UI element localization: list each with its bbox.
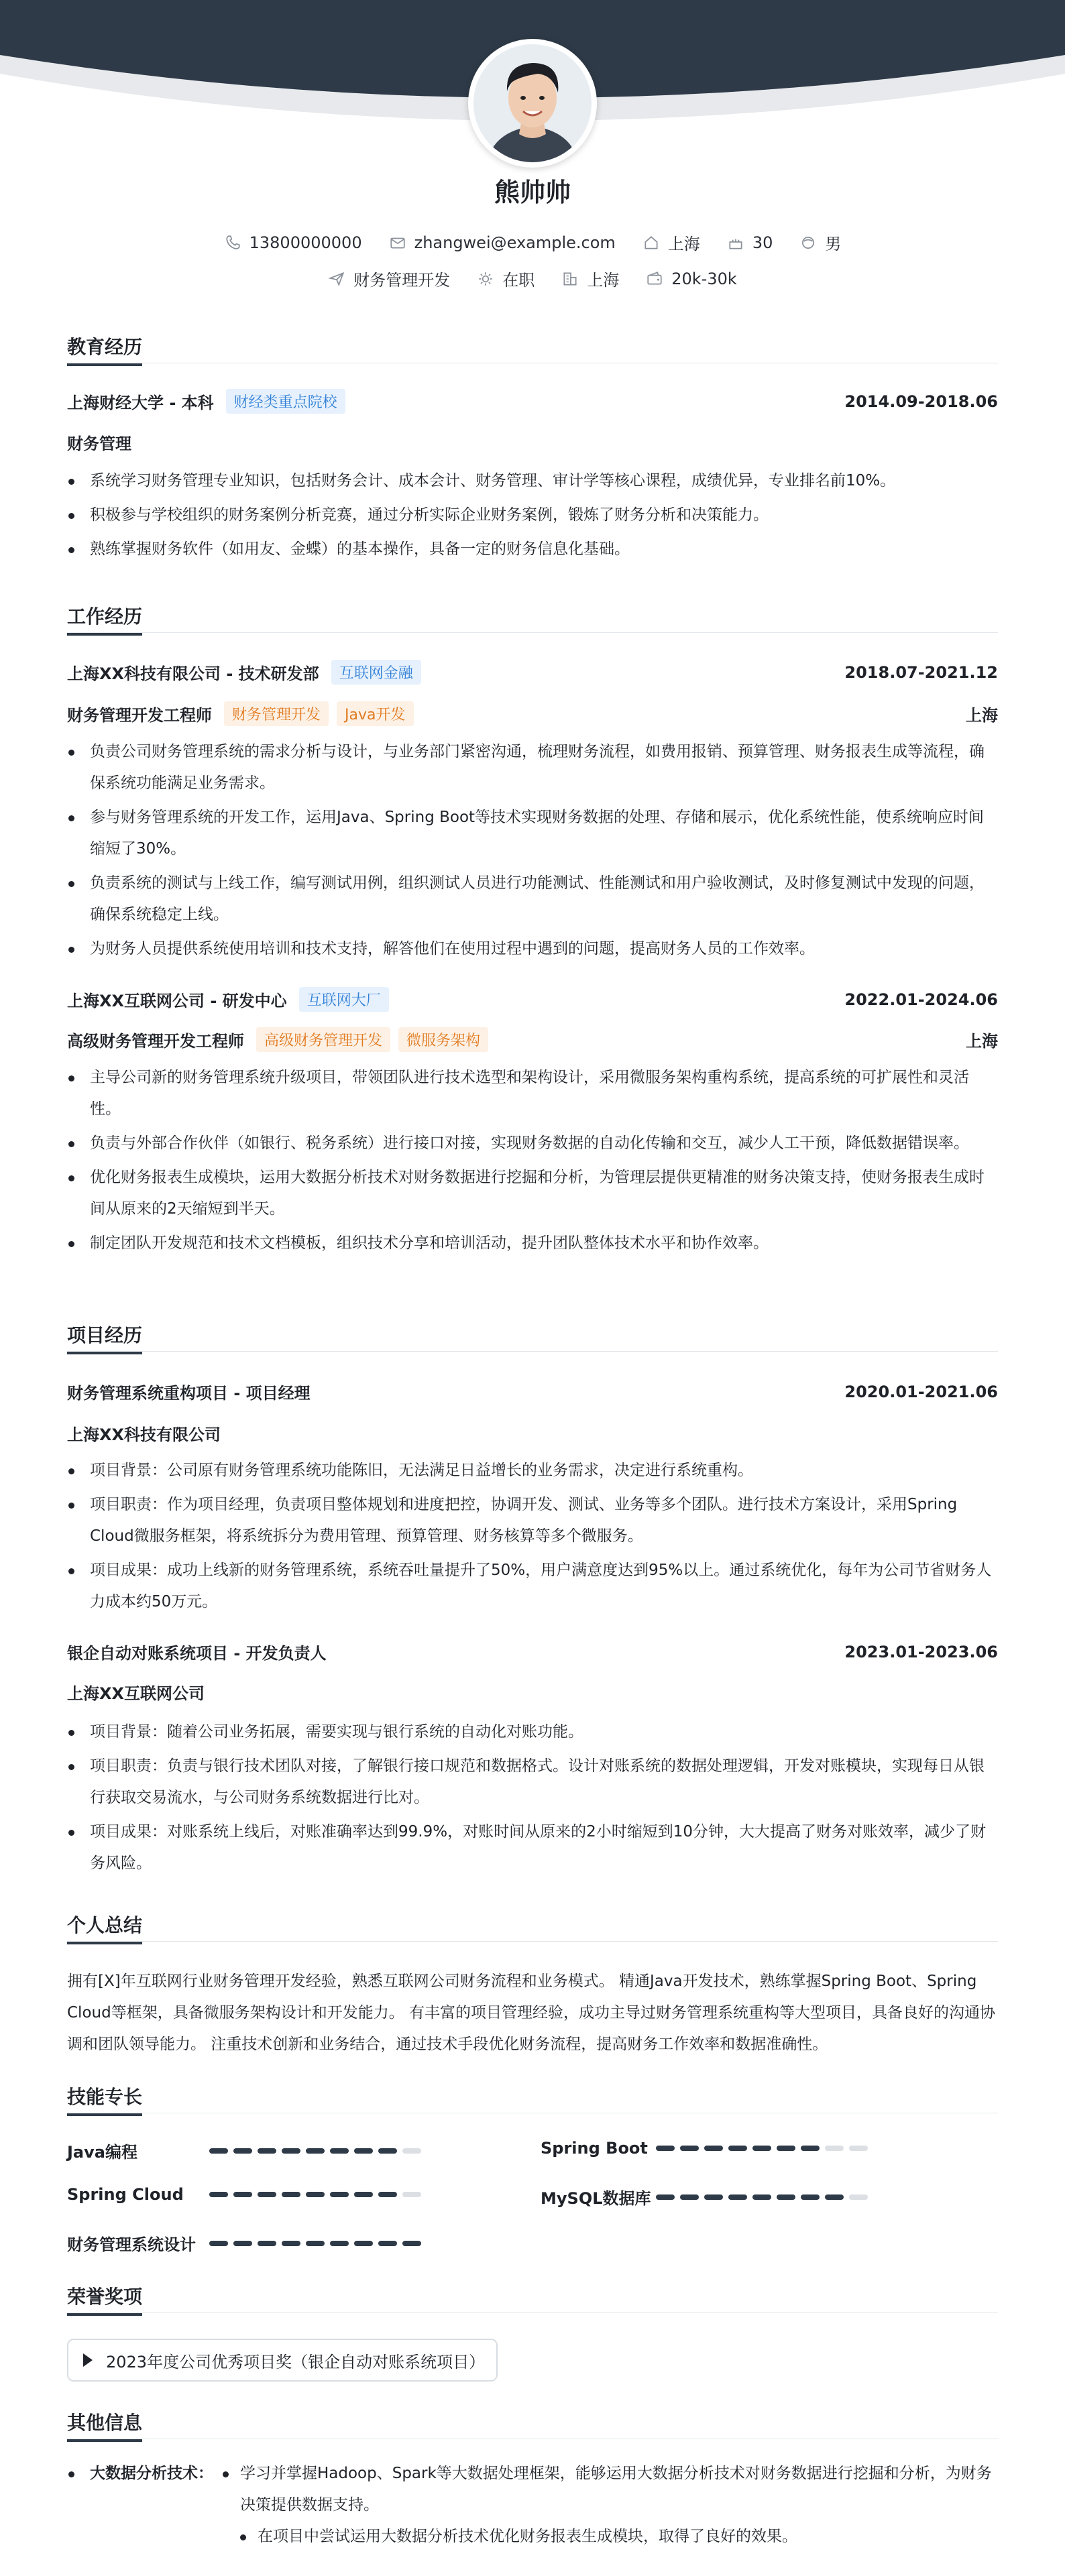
project-period: 2023.01-2023.06 [844, 1642, 998, 1661]
skill-bar-filled [233, 2241, 252, 2246]
work-period: 2022.01-2024.06 [844, 990, 998, 1009]
skill-bar-filled [209, 2192, 228, 2197]
list-item: 为财务人员提供系统使用培训和技术支持，解答他们在使用过程中遇到的问题，提高财务人员的工作效率。 [67, 933, 998, 965]
salary-item [646, 270, 737, 288]
list-item: 项目职责：作为项目经理，负责项目整体规划和进度把控，协调开发、测试、业务等多个团队。进行技术方案设计，采用Spring Cloud微服务框架，将系统拆分为费用管理、预算管理、财务核算等多个微服务。 [67, 1489, 998, 1552]
skill-bar-filled [258, 2192, 276, 2197]
skill-bar-filled [656, 2146, 675, 2151]
project-bullets-2 [67, 1716, 998, 1882]
other-info-item [67, 2458, 998, 2553]
section-title-work: 工作经历 [67, 602, 142, 629]
skill-bar-filled [354, 2148, 373, 2154]
skill-bar-filled [777, 2194, 795, 2200]
section-divider [67, 1941, 998, 1942]
skill-bar-filled [378, 2148, 397, 2154]
skill-bar-filled [306, 2192, 325, 2197]
award-item[interactable] [67, 2339, 498, 2382]
company-name: 上海XX科技有限公司 - 技术研发部 [67, 664, 319, 683]
skill-name: MySQL数据库 [541, 2189, 651, 2208]
skill-bar-empty [825, 2146, 844, 2151]
skill-bar-filled [801, 2194, 820, 2200]
skill-bar-filled [378, 2192, 397, 2197]
skill-bar-filled [330, 2148, 349, 2154]
skill-level [209, 2148, 427, 2154]
school-name: 上海财经大学 - 本科 [67, 394, 214, 412]
section-divider [67, 632, 998, 633]
skill-bar-filled [330, 2192, 349, 2197]
role-text: 财务管理开发 [353, 271, 451, 290]
gender-icon [799, 234, 817, 251]
project-period: 2020.01-2021.06 [844, 1382, 998, 1401]
other-info-list [67, 2458, 998, 2553]
skill-bar-filled [306, 2148, 325, 2154]
phone-icon [224, 234, 241, 251]
list-item: 熟练掌握财务软件（如用友、金蝶）的基本操作，具备一定的财务信息化基础。 [67, 534, 998, 565]
skill-bar-filled [402, 2241, 421, 2246]
section-title-skills: 技能专长 [67, 2083, 142, 2109]
city-text: 上海 [587, 271, 620, 290]
project-title: 银企自动对账系统项目 - 开发负责人 [67, 1644, 327, 1663]
section-title-awards: 荣誉奖项 [67, 2282, 142, 2309]
contact-row [0, 231, 1065, 254]
award-text: 2023年度公司优秀项目奖（银企自动对账系统项目） [106, 2352, 486, 2372]
skill-bar-filled [209, 2241, 228, 2246]
list-item: 项目成果：对账系统上线后，对账准确率达到99.9%，对账时间从原来的2小时缩短到10分钟，大大提高了财务对账效率，减少了财务风险。 [67, 1816, 998, 1879]
list-item: 学习并掌握Hadoop、Spark等大数据处理框架，能够运用大数据分析技术对财务数据进行挖掘和分析，为财务决策提供数据支持。 [213, 2458, 998, 2521]
location-text: 上海 [667, 235, 700, 253]
role-tag: 财务管理开发 [224, 701, 329, 726]
skill-bar-filled [233, 2148, 252, 2154]
other-info-sublist [213, 2458, 998, 2521]
phone-text: 13800000000 [249, 233, 362, 252]
education-bullets [67, 465, 998, 568]
school-tag: 财经类重点院校 [226, 389, 345, 414]
skill-spring-cloud [67, 2185, 427, 2204]
project-header-2 [67, 1640, 998, 1663]
project-org-1 [67, 1421, 998, 1445]
role-tag: Java开发 [337, 701, 413, 726]
skill-level [209, 2241, 427, 2246]
work-company-2 [67, 987, 998, 1012]
other-info-label: 大数据分析技术： [90, 2465, 213, 2482]
skill-level [209, 2192, 427, 2197]
email-text: zhangwei@example.com [414, 233, 616, 252]
section-title-other: 其他信息 [67, 2408, 142, 2435]
section-title-projects: 项目经历 [67, 1321, 142, 1348]
list-item: 参与财务管理系统的开发工作，运用Java、Spring Boot等技术实现财务数据的处理、存储和展示，优化系统性能，使系统响应时间缩短了30%。 [67, 802, 998, 865]
company-tag: 互联网大厂 [299, 987, 389, 1012]
work-city: 上海 [966, 1032, 998, 1051]
status-icon [477, 270, 494, 288]
major: 财务管理 [67, 434, 131, 453]
skill-spring-boot [541, 2139, 873, 2158]
expand-triangle-icon [83, 2353, 93, 2367]
project-header-1 [67, 1380, 998, 1403]
role-tag: 微服务架构 [398, 1027, 488, 1052]
project-bullets-1 [67, 1455, 998, 1621]
skill-name: Java编程 [67, 2143, 137, 2162]
list-item: 积极参与学校组织的财务案例分析竞赛，通过分析实际企业财务案例，锻炼了财务分析和决策能力。 [67, 500, 998, 531]
skill-bar-filled [354, 2241, 373, 2246]
work-city: 上海 [966, 706, 998, 725]
mail-icon [389, 234, 406, 251]
work-bullets-2 [67, 1062, 998, 1262]
age-item [727, 233, 773, 252]
skill-bar-filled [777, 2146, 795, 2151]
list-item: 负责系统的测试与上线工作，编写测试用例，组织测试人员进行功能测试、性能测试和用户验收测试，及时修复测试中发现的问题，确保系统稳定上线。 [67, 868, 998, 931]
phone-item [224, 233, 362, 252]
skill-mysql [541, 2185, 873, 2209]
section-title-summary: 个人总结 [67, 1911, 142, 1938]
skill-bar-filled [752, 2146, 771, 2151]
skill-bar-filled [282, 2241, 300, 2246]
skill-bar-filled [330, 2241, 349, 2246]
skill-bar-empty [849, 2146, 868, 2151]
salary-text: 20k-30k [671, 269, 737, 288]
home-icon [642, 234, 660, 251]
skill-level [656, 2194, 873, 2200]
section-divider [67, 1351, 998, 1352]
gender-item [799, 231, 841, 254]
section-divider [67, 2312, 998, 2313]
building-icon [561, 270, 579, 288]
company-tag: 互联网金融 [331, 660, 421, 685]
avatar [468, 39, 597, 168]
skill-name: Spring Boot [541, 2139, 648, 2158]
company-name: 上海XX互联网公司 - 研发中心 [67, 992, 287, 1010]
list-item: 项目背景：公司原有财务管理系统功能陈旧，无法满足日益增长的业务需求，决定进行系统重构。 [67, 1455, 998, 1486]
work-role-1 [67, 701, 998, 726]
skill-bar-filled [354, 2192, 373, 2197]
skill-bar-filled [258, 2148, 276, 2154]
education-header [67, 389, 998, 414]
status-text: 在职 [502, 271, 535, 290]
skill-bar-filled [752, 2194, 771, 2200]
skill-bar-filled [378, 2241, 397, 2246]
list-item: 负责公司财务管理系统的需求分析与设计，与业务部门紧密沟通，梳理财务流程，如费用报销、预算管理、财务报表生成等流程，确保系统功能满足业务需求。 [67, 736, 998, 799]
skill-bar-filled [282, 2192, 300, 2197]
job-intent-row [0, 267, 1065, 290]
project-org-2 [67, 1680, 998, 1704]
list-item: 系统学习财务管理专业知识，包括财务会计、成本会计、财务管理、审计学等核心课程，成绩优异，专业排名前10%。 [67, 465, 998, 497]
role-tag: 高级财务管理开发 [256, 1027, 390, 1052]
work-bullets-1 [67, 736, 998, 968]
list-item: 项目背景：随着公司业务拓展，需要实现与银行系统的自动化对账功能。 [67, 1716, 998, 1748]
work-period: 2018.07-2021.12 [844, 662, 998, 682]
age-text: 30 [752, 233, 773, 252]
skill-level [656, 2146, 873, 2151]
project-title: 财务管理系统重构项目 - 项目经理 [67, 1384, 311, 1403]
role-item [328, 267, 450, 290]
skill-bar-filled [728, 2146, 747, 2151]
work-role-2 [67, 1027, 998, 1052]
education-period: 2014.09-2018.06 [844, 392, 998, 411]
skill-java [67, 2139, 427, 2162]
list-item: 项目成果：成功上线新的财务管理系统，系统吞吐量提升了50%，用户满意度达到95%以上。通过系统优化，每年为公司节省财务人力成本约50万元。 [67, 1555, 998, 1618]
project-org: 上海XX互联网公司 [67, 1684, 205, 1703]
wallet-icon [646, 270, 663, 288]
skill-bar-filled [656, 2194, 675, 2200]
skill-bar-filled [728, 2194, 747, 2200]
skill-name: 财务管理系统设计 [67, 2235, 196, 2254]
skill-bar-empty [849, 2194, 868, 2200]
list-item: 项目职责：负责与银行技术团队对接，了解银行接口规范和数据格式。设计对账系统的数据处理逻辑，开发对账模块，实现每日从银行获取交易流水，与公司财务系统数据进行比对。 [67, 1751, 998, 1814]
skill-bar-filled [704, 2146, 723, 2151]
list-item: 主导公司新的财务管理系统升级项目，带领团队进行技术选型和架构设计，采用微服务架构重构系统，提高系统的可扩展性和灵活性。 [67, 1062, 998, 1125]
skill-bar-filled [680, 2194, 699, 2200]
list-item: 优化财务报表生成模块，运用大数据分析技术对财务数据进行挖掘和分析，为管理层提供更精准的财务决策支持，使财务报表生成时间从原来的2天缩短到半天。 [67, 1162, 998, 1225]
major-row [67, 430, 998, 454]
project-org: 上海XX科技有限公司 [67, 1425, 221, 1444]
skill-bar-filled [825, 2194, 844, 2200]
send-icon [328, 270, 345, 288]
location-item [642, 231, 700, 254]
cake-icon [727, 234, 744, 251]
skill-bar-filled [680, 2146, 699, 2151]
role-title: 高级财务管理开发工程师 [67, 1032, 244, 1051]
skill-bar-filled [258, 2241, 276, 2246]
city-item [561, 267, 619, 290]
skill-bar-filled [282, 2148, 300, 2154]
status-item [477, 267, 535, 290]
skill-bar-filled [306, 2241, 325, 2246]
skill-bar-filled [209, 2148, 228, 2154]
skill-bar-filled [233, 2192, 252, 2197]
skill-bar-empty [402, 2148, 421, 2154]
skill-bar-empty [402, 2192, 421, 2197]
section-title-education: 教育经历 [67, 333, 142, 359]
list-item: 负责与外部合作伙伴（如银行、税务系统）进行接口对接，实现财务数据的自动化传输和交互，减少人工干预，降低数据错误率。 [67, 1128, 998, 1159]
summary-text: 拥有[X]年互联网行业财务管理开发经验，熟悉互联网公司财务流程和业务模式。 精通Java开发技术，熟练掌握Spring Boot、Spring Cloud等框架，具备微服务架构设计和开发能力。 有丰富的项目管理经验，成功主导过财务管理系统重构等大型项目，具备良好的沟通协调和团队领导能力。 注重技术创新和业务结合，通过技术手段优化财务流程，提高财务工作效率和数据准确性。 [67, 1973, 996, 2053]
email-item [389, 233, 616, 252]
list-item: 制定团队开发规范和技术文档模板，组织技术分享和培训活动，提升团队整体技术水平和协作效率。 [67, 1228, 998, 1259]
list-item: 在项目中尝试运用大数据分析技术优化财务报表生成模块，取得了良好的效果。 [231, 2521, 998, 2553]
skill-name: Spring Cloud [67, 2185, 184, 2204]
other-info-sublist [90, 2521, 998, 2553]
skill-finance-system [67, 2231, 427, 2255]
candidate-name: 熊帅帅 [494, 178, 571, 207]
gender-text: 男 [825, 235, 842, 253]
role-title: 财务管理开发工程师 [67, 706, 212, 725]
skill-bar-filled [704, 2194, 723, 2200]
work-company-1 [67, 660, 998, 685]
skill-bar-filled [801, 2146, 820, 2151]
